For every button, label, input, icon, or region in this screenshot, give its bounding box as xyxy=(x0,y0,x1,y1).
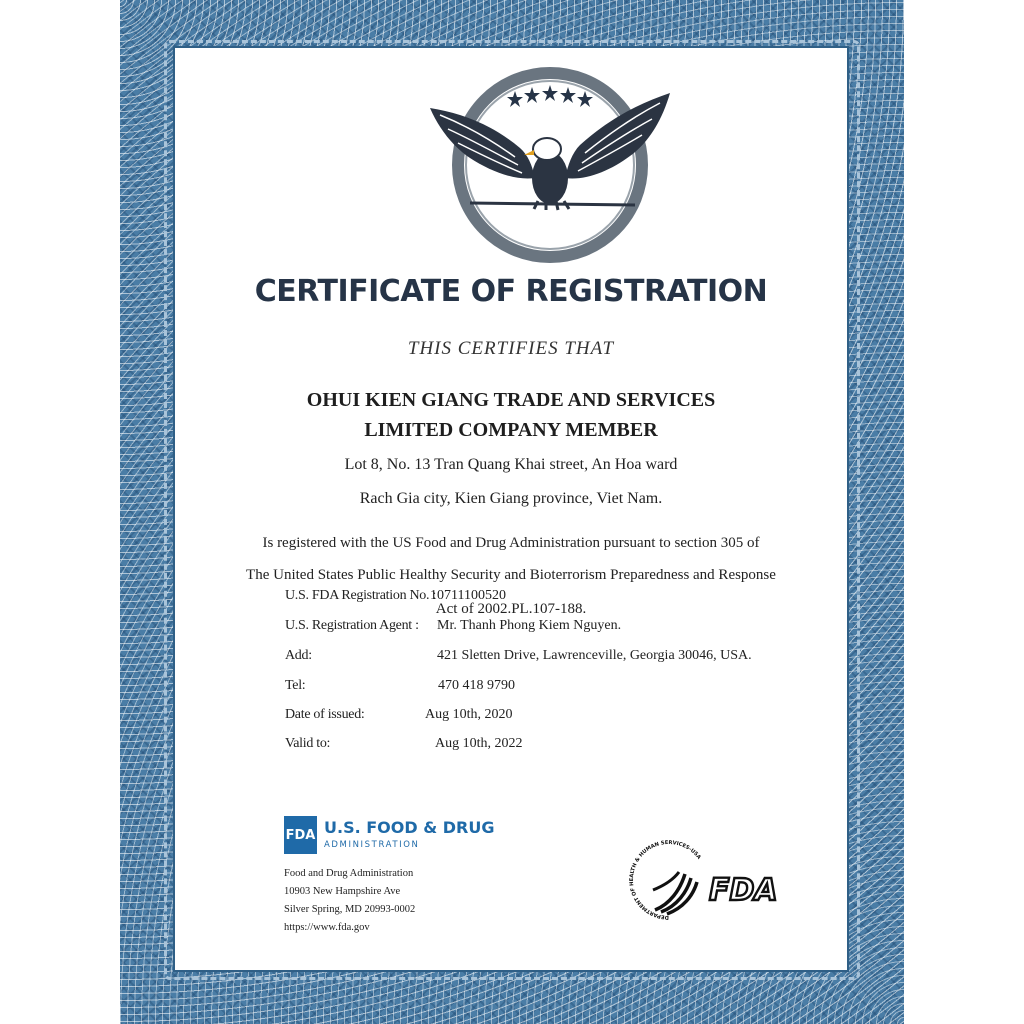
detail-label: Tel: xyxy=(285,678,306,693)
detail-label: Add: xyxy=(285,648,312,663)
detail-value: 421 Sletten Drive, Lawrenceville, Georgia 30046, USA. xyxy=(437,648,752,663)
certifies-subtitle: THIS CERTIFIES THAT xyxy=(407,338,615,359)
certificate-panel xyxy=(175,48,847,970)
detail-value: Aug 10th, 2020 xyxy=(425,707,513,722)
fda-address-line: Silver Spring, MD 20993-0002 xyxy=(284,904,416,915)
fda-logo-subtitle: ADMINISTRATION xyxy=(324,840,420,850)
seal-fda-text: FDA xyxy=(709,873,778,908)
company-address-line-2: Rach Gia city, Kien Giang province, Viet Nam. xyxy=(359,490,663,507)
eagle-emblem-icon xyxy=(420,53,680,263)
detail-label: Valid to: xyxy=(285,736,331,751)
company-name-line-2: LIMITED COMPANY MEMBER xyxy=(364,419,658,441)
detail-value: Mr. Thanh Phong Kiem Nguyen. xyxy=(437,618,622,633)
statement-line-3: Act of 2002.PL.107-188. xyxy=(435,601,587,617)
statement-line-1: Is registered with the US Food and Drug Administration pursuant to section 305 of xyxy=(262,535,760,551)
detail-label: Date of issued: xyxy=(285,707,365,722)
company-name-line-1: OHUI KIEN GIANG TRADE AND SERVICES xyxy=(306,389,716,411)
fda-address-line: 10903 New Hampshire Ave xyxy=(284,886,401,897)
fda-address-line: Food and Drug Administration xyxy=(284,868,414,879)
fda-logo-box: FDA xyxy=(284,816,317,854)
company-address-line-1: Lot 8, No. 13 Tran Quang Khai street, An Hoa ward xyxy=(344,456,678,473)
detail-value: Aug 10th, 2022 xyxy=(435,736,523,751)
detail-value: 470 418 9790 xyxy=(438,678,515,693)
seal-ring-text: DEPARTMENT OF HEALTH & HUMAN SERVICES-USA xyxy=(628,839,702,921)
fda-logo-name: U.S. FOOD & DRUG xyxy=(324,818,495,837)
detail-label: U.S. FDA Registration No. : xyxy=(285,588,436,603)
certificate-border xyxy=(120,0,904,1024)
hhs-seal-icon xyxy=(625,838,795,928)
fda-website: https://www.fda.gov xyxy=(284,922,370,933)
detail-value: 10711100520 xyxy=(430,588,506,603)
star-icon xyxy=(507,85,593,107)
company-name xyxy=(175,385,847,445)
statement-line-2: The United States Public Healthy Security and Bioterrorism Preparedness and Response xyxy=(246,567,776,583)
detail-label: U.S. Registration Agent : xyxy=(285,618,419,633)
certificate-title: CERTIFICATE OF REGISTRATION xyxy=(254,274,768,309)
